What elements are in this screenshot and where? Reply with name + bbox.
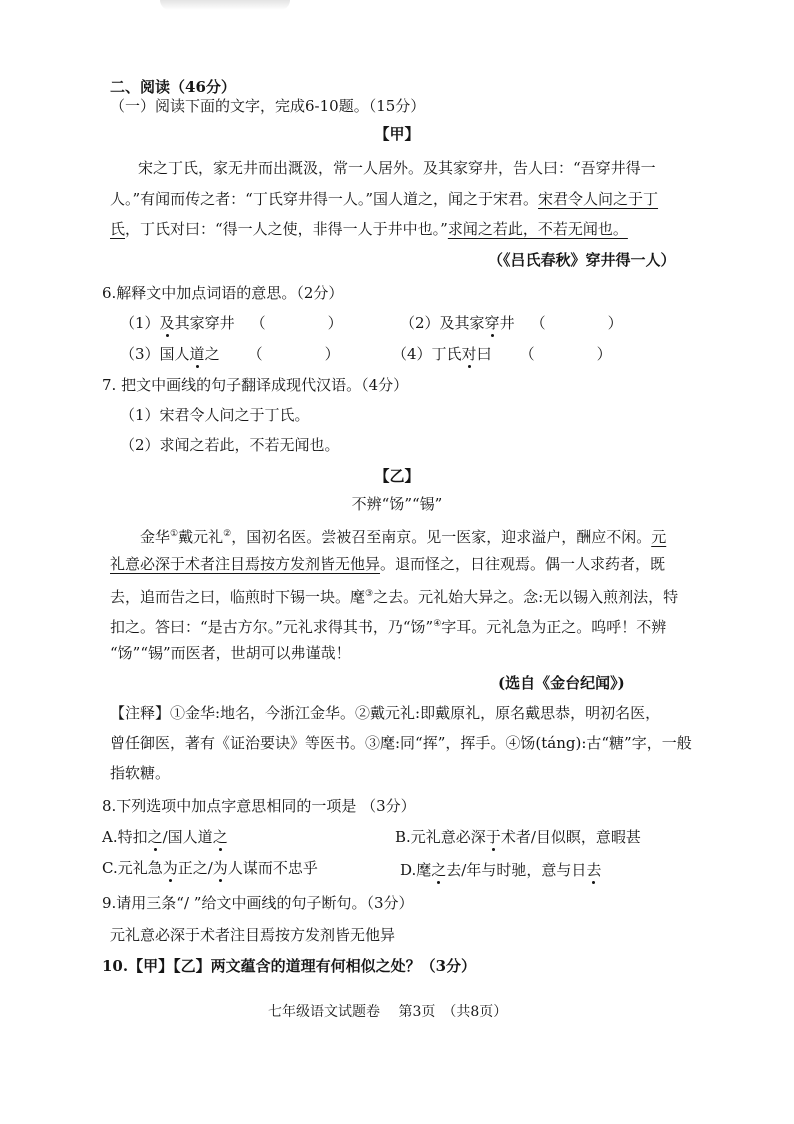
jia-line-2 xyxy=(110,189,658,209)
yi-tag: 【乙】 xyxy=(374,467,420,485)
q8-stem: 8.下列选项中加点字意思相同的一项是 （3分） xyxy=(102,797,416,815)
scan-edge-shadow xyxy=(160,0,290,10)
q8-option-a[interactable]: A.特扣之/国人道之 xyxy=(102,828,228,846)
note-ref-4: ④ xyxy=(433,619,442,629)
sub-heading: （一）阅读下面的文字，完成6-10题。（15分） xyxy=(110,97,426,115)
q6-item-3: （3）国人道之 （ ） xyxy=(120,345,340,363)
note-ref-2: ② xyxy=(223,529,232,539)
yi-line-1: 金华①戴元礼②，国初名医。尝被召至南京。见一医家，迎求溢户，酬应不闲。元 xyxy=(140,528,667,546)
yi-line-3: 去，追而告之曰，临煎时下锡一块。麾③之去。元礼始大异之。念:无以锡入煎剂法，特 xyxy=(110,588,679,606)
yi-source: (选自《金台纪闻》) xyxy=(498,674,625,692)
q9-stem: 9.请用三条“/ ”给文中画线的句子断句。（3分） xyxy=(102,894,414,912)
jia-tag: 【甲】 xyxy=(374,125,420,143)
jia-source: （《吕氏春秋》穿井得一人） xyxy=(488,251,676,269)
jia-underline-1-end: 氏 xyxy=(110,220,126,238)
jia-line-3 xyxy=(110,219,628,239)
notes-line-3: 指软糖。 xyxy=(110,764,171,782)
yi-title: 不辨“饧”“锡” xyxy=(351,495,443,513)
yi-underline-start: 元 xyxy=(651,528,667,546)
q10-stem: 10.【甲】【乙】两文蕴含的道理有何相似之处？（3分） xyxy=(102,957,477,975)
jia-underline-1: 宋君令人问之于丁 xyxy=(538,190,659,208)
yi-line-5: “饧”“锡”而医者，世胡可以弗谨哉！ xyxy=(110,644,351,662)
yi-line-4: 扣之。答曰：“是古方尔。”元礼求得其书，乃“饧”④字耳。元礼急为正之。呜呼！不辨 xyxy=(110,618,667,636)
notes-line-1: 【注释】①金华:地名，今浙江金华。②戴元礼:即戴原礼，原名戴思恭，明初名医， xyxy=(110,704,661,722)
jia-line-2-text: 人。”有闻而传之者：“丁氏穿井得一人。”国人道之，闻之于宋君。 xyxy=(110,190,539,208)
q7-stem: 7. 把文中画线的句子翻译成现代汉语。（4分） xyxy=(102,376,409,394)
page-footer: 七年级语文试题卷 第3页 （共8页） xyxy=(268,1004,508,1020)
notes-line-2: 曾任御医，著有《证治要诀》等医书。③麾:同“挥”，挥手。④饧(táng):古“糖”字，一般 xyxy=(110,734,692,752)
q9-sentence[interactable]: 元礼意必深于术者注目焉按方发剂皆无他异 xyxy=(110,926,396,944)
yi-underline: 礼意必深于术者注目焉按方发剂皆无他异 xyxy=(110,555,381,573)
note-ref-1: ① xyxy=(170,529,179,539)
q8-option-c[interactable]: C.元礼急为正之/为人谋而不忠乎 xyxy=(102,859,318,877)
q6-item-2: （2）及其家穿井 （ ） xyxy=(400,314,623,332)
q7-sentence-1: （1）宋君令人问之于丁氏。 xyxy=(120,406,310,424)
q8-option-b[interactable]: B.元礼意必深于术者/目似瞑，意暇甚 xyxy=(395,828,641,846)
jia-line-3-text: ，丁氏对曰：“得一人之使，非得一人于井中也。” xyxy=(125,220,448,238)
yi-line-2: 礼意必深于术者注目焉按方发剂皆无他异。退而怪之，日往观焉。偶一人求药者，既 xyxy=(110,555,666,573)
q6-item-1: （1）及其家穿井 （ ） xyxy=(120,314,343,332)
q8-option-d[interactable]: D.麾之去/年与时驰，意与日去 xyxy=(400,861,602,879)
jia-underline-2: 求闻之若此，不若无闻也。 xyxy=(447,220,628,238)
section-heading: 二、阅读（46分） xyxy=(110,78,236,96)
q7-sentence-2: （2）求闻之若此，不若无闻也。 xyxy=(120,436,340,454)
jia-line-1: 宋之丁氏，家无井而出溉汲，常一人居外。及其家穿井，告人曰：“吾穿井得一 xyxy=(138,159,656,177)
note-ref-3: ③ xyxy=(365,589,374,599)
q6-stem: 6.解释文中加点词语的意思。（2分） xyxy=(102,284,344,302)
q6-item-4: （4）丁氏对曰 （ ） xyxy=(392,345,612,363)
